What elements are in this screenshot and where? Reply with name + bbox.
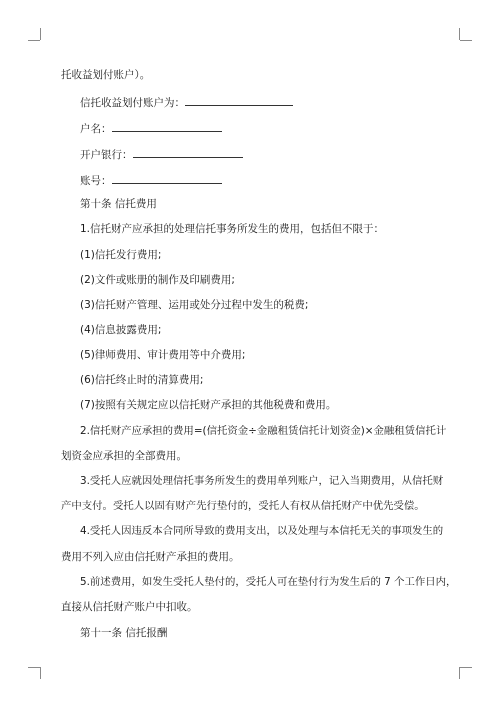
crop-mark-bottom-right [459, 667, 460, 679]
list-item: (7)按照有关规定应以信托财产承担的其他税费和费用。 [80, 399, 337, 411]
bank-blank [133, 146, 243, 158]
paragraph-line: 产中支付。受托人以固有财产先行垫付的，受托人有权从信托财产中优先受偿。 [61, 500, 425, 512]
account-number-blank [112, 172, 222, 184]
account-name-field [80, 120, 222, 136]
list-item: (3)信托财产管理、运用或处分过程中发生的税费; [80, 299, 309, 311]
paragraph-line: 直接从信托财产账户中扣收。 [61, 601, 198, 613]
crop-mark-bottom-left [40, 667, 41, 679]
paragraph-line: 1.信托财产应承担的处理信托事务所发生的费用，包括但不限于： [80, 223, 385, 235]
crop-mark-top-right [460, 40, 472, 41]
account-name-blank [112, 120, 222, 132]
crop-mark-top-left [40, 28, 41, 40]
paragraph-line: 费用不列入应由信托财产承担的费用。 [61, 551, 240, 563]
crop-mark-top-left [28, 40, 40, 41]
crop-mark-bottom-left [28, 667, 40, 668]
section-heading: 第十一条 信托报酬 [80, 627, 168, 639]
crop-mark-top-right [459, 28, 460, 40]
payout-account-field [80, 94, 293, 110]
list-item: (6)信托终止时的清算费用; [80, 374, 204, 386]
list-item: (4)信息披露费用; [80, 324, 162, 336]
paragraph-line: 4.受托人因违反本合同所导致的费用支出，以及处理与本信托无关的事项发生的 [80, 525, 444, 537]
account-number-field [80, 172, 222, 188]
account-name-label: 户名： [80, 123, 112, 135]
paragraph-line: 5.前述费用，如发生受托人垫付的，受托人可在垫付行为发生后的 7 个工作日内， [80, 576, 457, 588]
list-item: (5)律师费用、审计费用等中介费用; [80, 349, 246, 361]
paragraph-line: 3.受托人应就因处理信托事务所发生的费用单列账户，记入当期费用，从信托财 [80, 475, 444, 487]
crop-mark-bottom-right [460, 667, 472, 668]
paragraph-line: 托收益划付账户）。 [61, 69, 151, 81]
paragraph-line: 划资金应承担的全部费用。 [61, 450, 187, 462]
bank-label: 开户银行： [80, 149, 133, 161]
bank-field [80, 146, 243, 162]
paragraph-line: 2.信托财产应承担的费用=(信托资金÷金融租赁信托计划资金)×金融租赁信托计 [80, 425, 447, 437]
payout-account-blank [185, 94, 293, 106]
list-item: (1)信托发行费用; [80, 249, 162, 261]
section-heading: 第十条 信托费用 [80, 198, 157, 210]
list-item: (2)文件或账册的制作及印刷费用; [80, 274, 235, 286]
account-number-label: 账号： [80, 175, 112, 187]
payout-account-label: 信托收益划付账户为： [80, 97, 185, 109]
